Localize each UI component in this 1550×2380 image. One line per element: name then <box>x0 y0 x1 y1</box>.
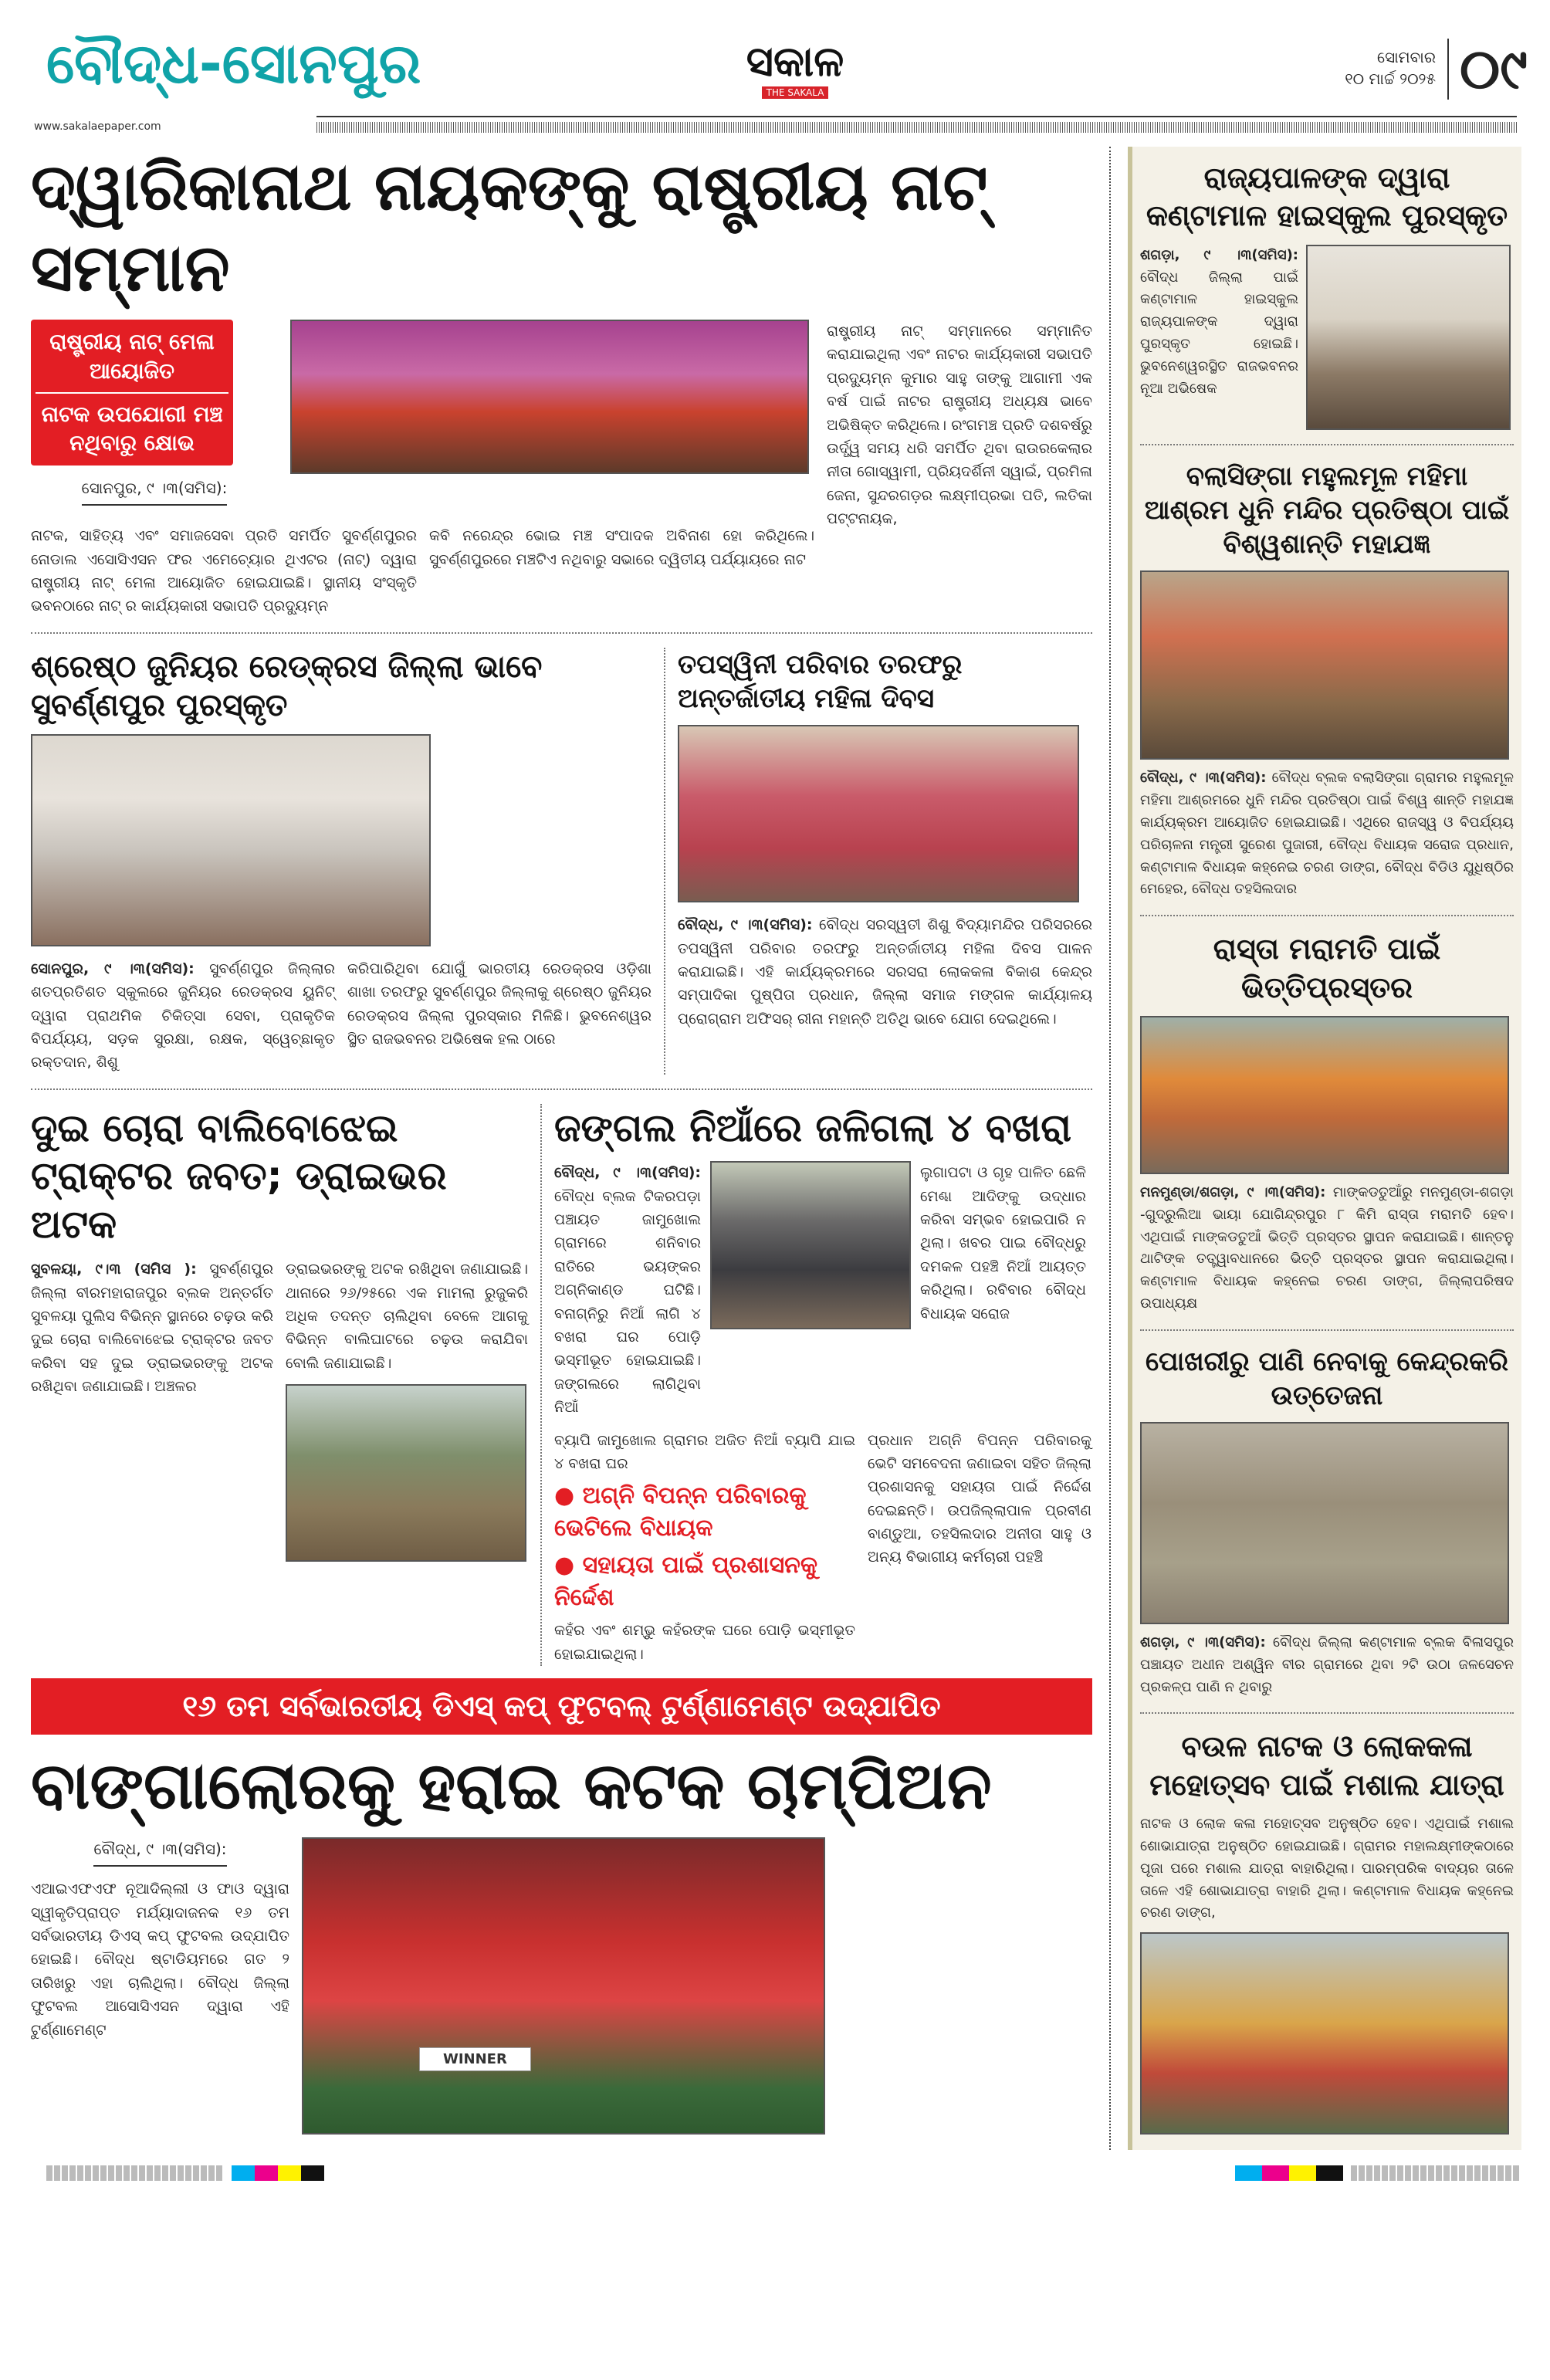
logo-tagline: THE SAKALA <box>762 86 829 99</box>
lead-photo <box>290 320 809 474</box>
print-marks-right <box>1235 2165 1521 2181</box>
yajna-photo <box>1140 570 1509 760</box>
football-text-col <box>31 1837 289 2042</box>
lead-highlight-box <box>31 320 233 466</box>
print-color-strip <box>232 2165 324 2181</box>
date: ୧୦ ମାର୍ଚ୍ଚ ୨୦୨୫ <box>1345 69 1436 88</box>
subhead-bullet: ● ସହାୟତା ପାଇଁ ପ୍ରଶାସନକୁ ନିର୍ଦ୍ଦେଶ <box>554 1549 855 1614</box>
lead-top-row <box>31 320 814 516</box>
third-row <box>31 1104 1092 1666</box>
lead-headline: ଦ୍ୱାରିକାନାଥ ନାୟକଙ୍କୁ ରାଷ୍ଟ୍ରୀୟ ନାଟ୍ ସମ୍ମାନ <box>31 149 988 306</box>
redcross-headline: ଶ୍ରେଷ୍ଠ ଜୁନିୟର ରେଡ୍‌କ୍ରସ ଜିଲ୍ଲା ଭାବେ ସୁବର୍ଣ୍ଣପୁର ପୁରସ୍କୃତ <box>31 648 543 723</box>
road-photo <box>1140 1016 1509 1174</box>
lead-text-row <box>31 524 814 618</box>
highlight-line: ନାଟକ ଉପଯୋଗୀ ମଞ୍ଚ ନଥିବାରୁ କ୍ଷୋଭ <box>41 401 223 456</box>
dateline: ମନମୁଣ୍ଡା/ଶଗଡ଼ା, ୯ ।୩(ସମିସ): <box>1140 1183 1326 1200</box>
article-text <box>1140 767 1514 901</box>
lead-left <box>31 320 814 618</box>
fire-bottom-row <box>554 1429 1092 1667</box>
tractor-text-row <box>31 1258 528 1562</box>
print-registration-strip <box>1351 2165 1521 2181</box>
article-text <box>31 957 335 1075</box>
redcross-text-row <box>31 957 651 1075</box>
dateline: ବୌଦ୍ଧ, ୯ ।୩(ସମିସ): <box>554 1164 701 1182</box>
tractor-right-col <box>286 1258 528 1562</box>
article-text: କହଁର ଏବଂ ଶମ୍ଭୁ କହଁରଙ୍କ ଘରେ ପୋଡ଼ି ଭସ୍ମୀଭୂତ ହୋଇଯାଇଥିଲା। <box>554 1622 855 1663</box>
dateline: ସୋନପୁର, ୯ ।୩(ସମିସ): <box>82 476 228 506</box>
fire-headline: ଜଙ୍ଗଲ ନିଆଁରେ ଜଳିଗଲା ୪ ବଖରା <box>554 1105 1072 1150</box>
article-text <box>1140 1632 1514 1698</box>
torch-photo <box>1140 1932 1509 2135</box>
pond-headline: ପୋଖରୀରୁ ପାଣି ନେବାକୁ କେନ୍ଦ୍ରକରି ଉତ୍ତେଜନା <box>1146 1346 1508 1411</box>
tractor-headline: ଦୁଇ ଚୋରା ବାଲିବୋଝେଇ ଟ୍ରାକ୍ଟର ଜବତ; ଡ୍ରାଇଭର ଅଟକ <box>31 1105 447 1247</box>
article-text: ଲୁଗାପଟା ଓ ଗୃହ ପାଳିତ ଛେଳି ମେଣ୍ଢା ଆଦିଙ୍କୁ ଉଦ୍ଧାର କରିବା ସମ୍ଭବ ହୋଇପାରି ନ ଥିଲା। ଖବର ପାଇ ବୌଦ୍ଧରୁ ଦମକଳ ପହଞ୍ଚି ନିଆଁ ଆୟତ୍ତ କରିଥିଲା। ରବିବାର ବୌଦ୍ଧ ବିଧାୟକ ସରୋଜ <box>920 1164 1086 1322</box>
road-headline: ରାସ୍ତା ମରାମତି ପାଇଁ ଭିତ୍ତିପ୍ରସ୍ତର <box>1213 932 1441 1004</box>
article-text-body: ବୌଦ୍ଧ ବ୍ଲକ ବଲାସିଙ୍ଗା ଗ୍ରାମର ମହୁଲମୂଳ ମହିମା ଆଶ୍ରମରେ ଧୁନି ମନ୍ଦିର ପ୍ରତିଷ୍ଠା ପାଇଁ ବିଶ୍ୱ ଶାନ୍ତି ମହାଯଜ୍ଞ କାର୍ଯ୍ୟକ୍ରମ ଆୟୋଜିତ ହୋଇଯାଇଛି। ଏଥିରେ ରାଜସ୍ୱ ଓ ବିପର୍ଯ୍ୟୟ ପରିଚାଳନା ମନ୍ତ୍ରୀ ସୁରେଶ ପୁଜାରୀ, ବୌଦ୍ଧ ବିଧାୟକ ସରୋଜ ପ୍ରଧାନ, କଣ୍ଟାମାଳ ବିଧାୟକ କହ୍ନେଇ ଚରଣ ଡାଙ୍ଗ, ବୌଦ୍ଧ ବିଡିଓ ଯୁଧିଷ୍ଠିର ମେହେର, ବୌଦ୍ଧ ତହସିଲଦାର <box>1140 770 1514 898</box>
article-text-body: ବୌଦ୍ଧ ଜିଲ୍ଲା ପାଇଁ କଣ୍ଟାମାଳ ହାଇସ୍କୁଲ ରାଜ୍ୟପାଳଙ୍କ ଦ୍ୱାରା ପୁରସ୍କୃତ ହୋଇଛି। ଭୁବନେଶ୍ୱରସ୍ଥିତ ରାଜଭବନର ନୂଆ ଅଭିଷେକ <box>1140 269 1298 397</box>
governor-headline: ରାଜ୍ୟପାଳଙ୍କ ଦ୍ୱାରା କଣ୍ଟାମାଳ ହାଇସ୍କୁଲ ପୁରସ୍କୃତ <box>1146 161 1508 233</box>
article-text: କରିପାରିଥିବା ଯୋଗୁଁ ଭାରତୀୟ ରେଡକ୍ରସ ଓଡ଼ିଶା ଶାଖା ତରଫରୁ ସୁବର୍ଣ୍ଣପୁର ଜିଲ୍ଲାକୁ ଶ୍ରେଷ୍ଠ ଜୁନିୟର ରେଡକ୍ରସ ଜିଲ୍ଲା ପୁରସ୍କାର ମିଳିଛି। ଭୁବନେଶ୍ୱର ସ୍ଥିତ ରାଜଭବନର ଅଭିଷେକ ହଲ ଠାରେ <box>347 960 651 1048</box>
page-number: ୦୯ <box>1447 39 1528 100</box>
newspaper-logo <box>726 39 865 99</box>
article-text: ଡ୍ରାଇଭରଙ୍କୁ ଅଟକ ରଖିଥିବା ଜଣାଯାଇଛି। ଥାନାରେ ୨୬/୨୫ରେ ଏକ ମାମଲା ରୁଜୁକରି ଅଧିକ ତଦନ୍ତ ଚାଲିଥିବା ବେଳେ ଆଗକୁ ବିଭିନ୍ନ ବାଲିଘାଟରେ ଚଢ଼ଉ କରାଯିବା ବୋଲି ଜଣାଯାଇଛି। <box>286 1261 528 1372</box>
lead-story <box>31 320 1092 618</box>
governor-story <box>1140 245 1514 430</box>
section-divider <box>1140 444 1514 445</box>
day: ସୋମବାର <box>1377 48 1436 66</box>
torch-headline: ବଉଳ ନାଟକ ଓ ଲୋକକଳା ମହୋତ୍ସବ ପାଇଁ ମଶାଲ ଯାତ୍ରା <box>1149 1729 1504 1802</box>
fire-story <box>542 1104 1092 1666</box>
yajna-headline: ବଲାସିଙ୍ଗା ମହୁଲମୂଳ ମହିମା ଆଶ୍ରମ ଧୁନି ମନ୍ଦିର ପ୍ରତିଷ୍ଠା ପାଇଁ ବିଶ୍ୱଶାନ୍ତି ମହାଯଜ୍ଞ <box>1144 460 1510 560</box>
tractor-story <box>31 1104 540 1562</box>
highlight-line: ରାଷ୍ଟ୍ରୀୟ ନାଟ୍ ମେଳା ଆୟୋଜିତ <box>49 329 215 384</box>
redcross-photo <box>31 734 431 946</box>
article-text: ବ୍ୟାପି ଜାମୁଖୋଲ ଗ୍ରାମର ଅଜିତ ନିଆଁ ବ୍ୟାପି ଯାଇ ୪ ବଖରା ଘର <box>554 1431 855 1472</box>
dateline: ଶଗଡ଼ା, ୯ ।୩(ସମିସ): <box>1140 246 1298 263</box>
article-text <box>31 1258 273 1398</box>
section-title: ବୌଦ୍ଧ-ସୋନପୁର <box>46 31 421 96</box>
football-photo <box>302 1837 825 2135</box>
dateline: ସୋନପୁର, ୯ ।୩(ସମିସ): <box>31 960 195 977</box>
fire-subheads <box>554 1429 855 1667</box>
womensday-photo <box>678 725 1079 902</box>
section-divider <box>31 632 1092 634</box>
football-story <box>31 1837 1092 2135</box>
logo-text: ସକାଳ <box>746 37 844 86</box>
article-text: ନାଟକ ଓ ଲୋକ କଳା ମହୋତ୍ସବ ଅନୁଷ୍ଠିତ ହେବ। ଏଥିପାଇଁ ମଶାଲ ଶୋଭାଯାତ୍ରା ଅନୁଷ୍ଠିତ ହୋଇଯାଇଛି। ଗ୍ରାମର ମହାଲକ୍ଷ୍ମୀଙ୍କଠାରେ ପୂଜା ପରେ ମଶାଲ ଯାତ୍ରା ବାହାରିଥିଲା। ପାରମ୍ପରିକ ବାଦ୍ୟର ତାଳେ ତାଳେ ଏହି ଶୋଭାଯାତ୍ରା ବାହାରି ଥିଲା। କଣ୍ଟାମାଳ ବିଧାୟକ କହ୍ନେଇ ଚରଣ ଡାଙ୍ଗ, <box>1140 1816 1514 1921</box>
governor-photo <box>1306 245 1511 430</box>
section-divider <box>1140 1712 1514 1714</box>
print-marks <box>0 2150 1550 2192</box>
dateline: ସୁବଳୟା, ୯।୩ (ସମିସ ): <box>31 1261 197 1278</box>
print-color-strip <box>1235 2165 1343 2181</box>
article-text-body: ବୌଦ୍ଧ ଜିଲ୍ଲା କଣ୍ଟାମାଳ ବ୍ଲକ ବିଳାସପୁର ପଞ୍ଚାୟତ ଅଧୀନ ଅଶ୍ୱିନ ବୀର ଗ୍ରାମରେ ଥିବା ୨ଟି ଉଠା ଜଳସେଚନ ପ୍ରକଳ୍ପ ପାଣି ନ ଥିବାରୁ <box>1140 1634 1514 1695</box>
main-column <box>31 147 1092 2150</box>
print-registration-strip <box>46 2165 224 2181</box>
masthead-barcode-strip <box>316 122 1517 133</box>
masthead <box>0 0 1550 147</box>
redcross-story <box>31 648 664 1075</box>
subhead-bullet: ● ଅଗ୍ନି ବିପନ୍ନ ପରିବାରକୁ ଭେଟିଲେ ବିଧାୟକ <box>554 1480 855 1545</box>
section-divider <box>1140 915 1514 916</box>
article-text <box>1140 1182 1514 1315</box>
sidebar <box>1128 147 1521 2150</box>
article-text-body: ମାଙ୍କଡତୁଆଁରୁ ମନମୁଣ୍ଡା-ଶଗଡ଼ା -ଗୁଦ୍ରୁଲିଆ ଭାୟା ଯୋଗିନ୍ଦ୍ରପୁର ୮ କିମି ରାସ୍ତା ମରାମତି ହେବ। ଏଥିପାଇଁ ମାଙ୍କଡତୁଆଁ ଭିତ୍ତି ପ୍ରସ୍ତର ସ୍ଥାପନ କରାଯାଇଛି। ଶାନ୍ତନୁ ଥାଟିଙ୍କ ତତ୍ତ୍ୱାବଧାନରେ ଭିତ୍ତି ପ୍ରସ୍ତର ସ୍ଥାପନ କରାଯାଇଥିଲା। କଣ୍ଟାମାଳ ବିଧାୟକ କହ୍ନେଇ ଚରଣ ଡାଙ୍ଗ, ଜିଲ୍ଲାପରିଷଦ ଉପାଧ୍ୟକ୍ଷ <box>1140 1183 1514 1312</box>
page-grid <box>0 147 1550 2150</box>
article-text <box>678 913 1092 1031</box>
masthead-rule <box>316 116 1517 117</box>
article-text <box>554 1161 701 1419</box>
second-row <box>31 648 1092 1075</box>
dateline: ବୌଦ୍ଧ, ୯ ।୩(ସମିସ): <box>1140 770 1267 787</box>
issue-date <box>1266 46 1436 90</box>
womensday-story <box>665 648 1092 1031</box>
section-divider <box>1140 1329 1514 1331</box>
article-text: ପ୍ରଧାନ ଅଗ୍ନି ବିପନ୍ନ ପରିବାରକୁ ଭେଟି ସମବେଦନା ଜଣାଇବା ସହିତ ଜିଲ୍ଲା ପ୍ରଶାସନକୁ ସହାୟତା ପାଇଁ ନିର୍ଦ୍ଦେଶ ଦେଇଛନ୍ତି। ଉପଜିଲ୍ଲାପାଳ ପ୍ରବୀଣ ବାଣ୍ଡୁଆ, ତହସିଲଦାର ଅନୀତା ସାହୁ ଓ ଅନ୍ୟ ବିଭାଗୀୟ କର୍ମଚାରୀ ପହଞ୍ଚି <box>868 1431 1091 1566</box>
fire-photo <box>710 1161 911 1329</box>
article-text-body: ସୁବର୍ଣ୍ଣପୁର ଜିଲ୍ଲା ବୀରମହାରାଜପୁର ବ୍ଲକ ଅନ୍ତର୍ଗତ ସୁବଳୟା ପୁଲିସ ବିଭିନ୍ନ ସ୍ଥାନରେ ଚଢ଼ଉ କରି ଦୁଇ ଚୋରା ବାଲିବୋଝେଇ ଟ୍ରାକ୍ଟର ଜବତ କରିବା ସହ ଦୁଇ ଡ୍ରାଇଭରଙ୍କୁ ଅଟକ ରଖିଥିବା ଜଣାଯାଇଛି। ଅଞ୍ଚଳର <box>31 1261 274 1396</box>
dateline: ବୌଦ୍ଧ, ୯ ।୩(ସମିସ): <box>93 1837 226 1867</box>
football-headline: ବାଙ୍ଗାଲୋରକୁ ହରାଇ କଟକ ଚାମ୍ପିଅନ <box>31 1748 992 1824</box>
column-divider <box>1109 147 1111 2150</box>
dateline: ବୌଦ୍ଧ, ୯ ।୩(ସମିସ): <box>678 916 813 934</box>
pond-photo <box>1140 1422 1509 1624</box>
print-marks-left <box>46 2165 324 2181</box>
article-text-body: ବୌଦ୍ଧ ସରସ୍ୱତୀ ଶିଶୁ ବିଦ୍ୟାମନ୍ଦିର ପରିସରରେ ତପସ୍ୱିନୀ ପରିବାର ତରଫରୁ ଅନ୍ତର୍ଜାତୀୟ ମହିଳା ଦିବସ ପାଳନ କରାଯାଇଛି। ଏହି କାର୍ଯ୍ୟକ୍ରମରେ ସରସରା ଲୋକକଳା ବିକାଶ କେନ୍ଦ୍ର ସମ୍ପାଦିକା ପୁଷ୍ପିତା ପ୍ରଧାନ, ଜିଲ୍ଲା ସମାଜ ମଙ୍ଗଳ କାର୍ଯ୍ୟାଳୟ ପ୍ରୋଗ୍ରାମ ଅଫିସର୍ ରୀନା ମହାନ୍ତି ଅତିଥି ଭାବେ ଯୋଗ ଦେଇଥିଲେ। <box>678 916 1092 1027</box>
article-text: ଏଆଇଏଫଏଫ ନୂଆଦିଲ୍ଲୀ ଓ ଫାଓ ଦ୍ୱାରା ସ୍ୱୀକୃତିପ୍ରାପ୍ତ ମର୍ଯ୍ୟାଦାଜନକ ୧୬ ତମ ସର୍ବଭାରତୀୟ ଡିଏସ୍ କପ୍ ଫୁଟବଲ ଉଦ୍‌ଯାପିତ ହୋଇଛି। ବୌଦ୍ଧ ଷ୍ଟାଡିୟମରେ ଗତ ୨ ତାରିଖରୁ ଏହା ଚାଲିଥିଲା। ବୌଦ୍ଧ ଜିଲ୍ଲା ଫୁଟବଲ ଆସୋସିଏସନ ଦ୍ୱାରା ଏହି ଟୁର୍ଣ୍ଣାମେଣ୍ଟ <box>31 1881 289 2039</box>
section-divider <box>31 1088 1092 1090</box>
photo-cheque-label: WINNER <box>419 2047 531 2071</box>
article-text-body: ବୌଦ୍ଧ ବ୍ଲକ ଟିକରପଡ଼ା ପଞ୍ଚାୟତ ଜାମୁଖୋଲ ଗ୍ରାମରେ ଶନିବାର ରାତିରେ ଭୟଙ୍କର ଅଗ୍ନିକାଣ୍ଡ ଘଟିଛି। ବନାଗ୍ନିରୁ ନିଆଁ ଲାଗି ୪ ବଖରା ଘର ପୋଡ଼ି ଭସ୍ମୀଭୂତ ହୋଇଯାଇଛି। ଜଙ୍ଗଲରେ ଲାଗିଥିବା ନିଆଁ <box>554 1187 701 1417</box>
womensday-headline: ତପସ୍ୱିନୀ ପରିବାର ତରଫରୁ ଅନ୍ତର୍ଜାତୀୟ ମହିଳା ଦିବସ <box>678 648 963 714</box>
football-banner: ୧୬ ତମ ସର୍ବଭାରତୀୟ ଡିଏସ୍ କପ୍ ଫୁଟବଲ୍ ଟୁର୍ଣ୍ଣାମେଣ୍ଟ ଉଦ୍‌ଯାପିତ <box>31 1678 1092 1735</box>
tractor-photo <box>286 1384 526 1562</box>
article-text: ନାଟକ, ସାହିତ୍ୟ ଏବଂ ସମାଜସେବା ପ୍ରତି ସମର୍ପିତ ସୁବର୍ଣ୍ଣପୁରର ନୋଡାଲ ଏସୋସିଏସନ ଫର ଏମେଚ୍ୟୋର ଥିଏଟର (ନାଟ୍) ଦ୍ୱାରା ରାଷ୍ଟ୍ରୀୟ ନାଟ୍ ମେଳା ଆୟୋଜିତ ହୋଇଯାଇଛି। ସ୍ଥାନୀୟ ସଂସ୍କୃତି ଭବନଠାରେ ନାଟ୍ ର କାର୍ଯ୍ୟକାରୀ ସଭାପତି ପ୍ରଦ୍ୟୁମ୍ନ <box>31 527 417 615</box>
article-text-body: ସୁବର୍ଣ୍ଣପୁର ଜିଲ୍ଲାର ଶତପ୍ରତିଶତ ସ୍କୁଲରେ ଜୁନିୟର ରେଡକ୍ରସ ୟୁନିଟ୍ ଦ୍ୱାରା ପ୍ରାଥମିକ ଚିକିତ୍ସା ସେବା, ପ୍ରାକୃତିକ ବିପର୍ଯ୍ୟୟ, ସଡ଼କ ସୁରକ୍ଷା, ରକ୍ଷକ, ସ୍ୱେଚ୍ଛାକୃତ ରକ୍ତଦାନ, ଶିଶୁ <box>31 960 335 1072</box>
website-url[interactable]: www.sakalaepaper.com <box>34 120 161 133</box>
lead-box-col <box>31 320 278 516</box>
article-text: ରାଷ୍ଟ୍ରୀୟ ନାଟ୍ ସମ୍ମାନରେ ସମ୍ମାନିତ କରାଯାଇଥିଲା ଏବଂ ନାଟର କାର୍ଯ୍ୟକାରୀ ସଭାପତି ପ୍ରଦ୍ୟୁମ୍ନ କୁମାର ସାହୁ ତାଙ୍କୁ ଆଗାମୀ ଏକ ବର୍ଷ ପାଇଁ ନାଟର ରାଷ୍ଟ୍ରୀୟ ଅଧ୍ୟକ୍ଷ ଭାବେ ଅଭିଷିକ୍ତ କରିଥିଲେ। ରଂଗମଞ୍ଚ ପ୍ରତି ଦଶବର୍ଷରୁ ଉର୍ଦ୍ଧ୍ୱ ସମୟ ଧରି ସମର୍ପିତ ଥିବା ରାଉରକେଲାର ନୀତା ଗୋସ୍ୱାମୀ, ପ୍ରିୟଦର୍ଶିନୀ ସ୍ୱାଇଁ, ପ୍ରମିଳା ଜେନା, ସୁନ୍ଦରଗଡ଼ର ଲକ୍ଷ୍ମୀପ୍ରଭା ପତି, ଲତିକା ପଟ୍ଟନାୟକ, <box>827 323 1092 528</box>
article-text: କବି ନରେନ୍ଦ୍ର ଭୋଇ ମଞ୍ଚ ସଂପାଦକ ଅବିନାଶ ହୋ କରିଥିଲେ। ସୁବର୍ଣ୍ଣପୁରରେ ମଞ୍ଚଟିଏ ନଥିବାରୁ ସଭାରେ ଦ୍ୱିତୀୟ ପର୍ଯ୍ୟାୟରେ ନାଟ <box>429 527 814 568</box>
article-text <box>1140 245 1298 401</box>
fire-top-row <box>554 1161 1092 1419</box>
dateline: ଶଗଡ଼ା, ୯ ।୩(ସମିସ): <box>1140 1634 1266 1651</box>
